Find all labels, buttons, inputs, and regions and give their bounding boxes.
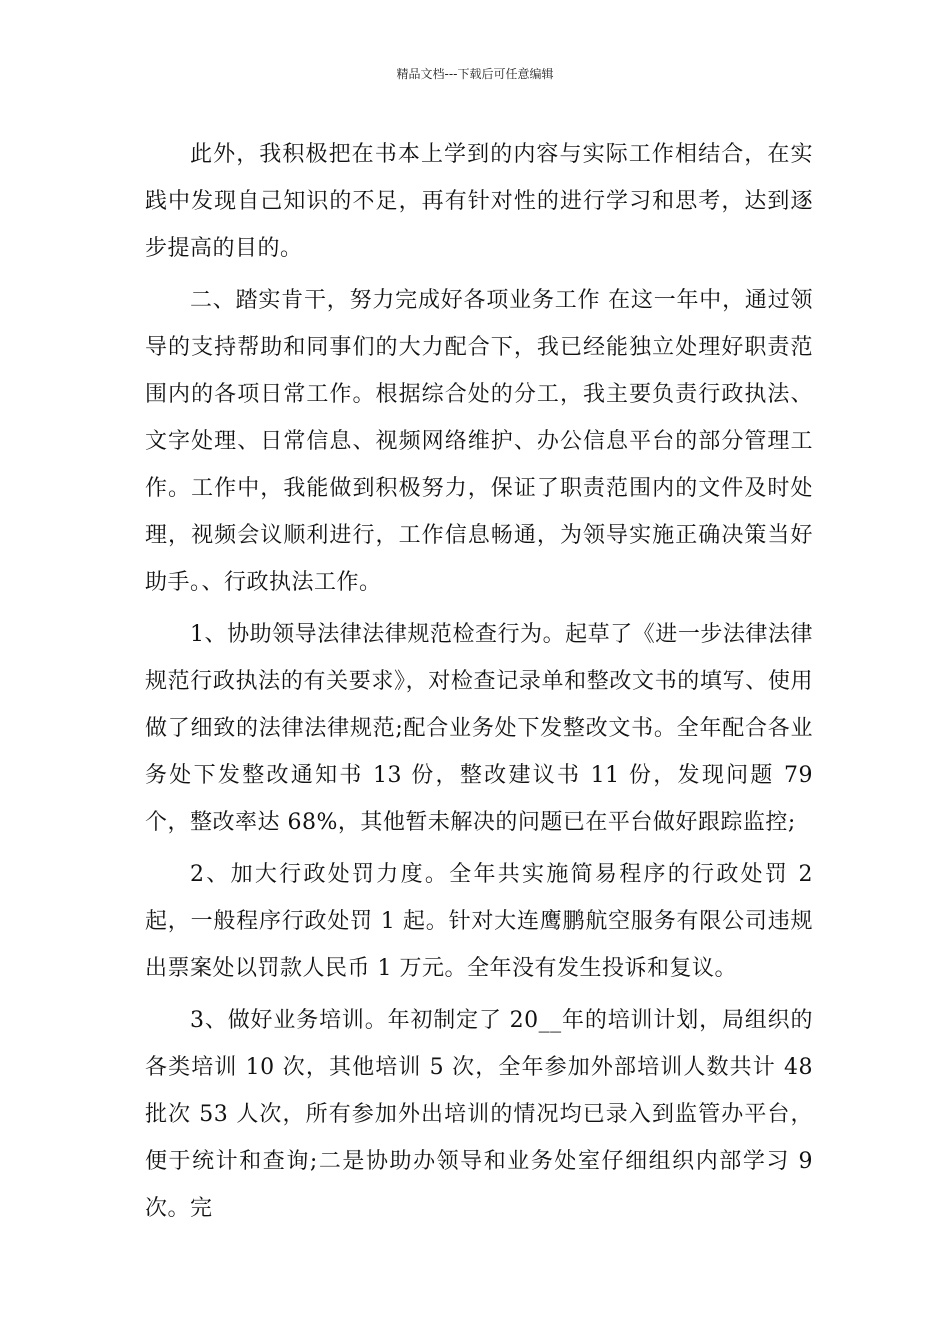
paragraph-work-duties: 二、踏实肯干，努力完成好各项业务工作 在这一年中，通过领导的支持帮助和同事们的大力配合下，我已经能独立处理好职责范围内的各项日常工作。根据综合处的分工，我主要负责行政执法、文字处理、日常信息、视频网络维护、办公信息平台的部分管理工作。工作中，我能做到积极努力，保证了职责范围内的文件及时处理，视频会议顺利进行，工作信息畅通，为领导实施正确决策当好助手。、行政执法工作。 [145,288,813,595]
document-body [145,131,813,1232]
paragraph-penalties: 2、加大行政处罚力度。全年共实施简易程序的行政处罚 2 起，一般程序行政处罚 1 起。针对大连鹰鹏航空服务有限公司违规出票案处以罚款人民币 1 万元。全年没有发生投诉和复议。 [145,862,813,981]
paragraph-training: 3、做好业务培训。年初制定了 20__年的培训计划，局组织的各类培训 10 次，其他培训 5 次，全年参加外部培训人数共计 48 批次 53 人次，所有参加外出培训的情况均已录入到监管办平台，便于统计和查询;二是协助办领导和业务处室仔细组织内部学习 9 次。完 [145,1008,813,1221]
paragraph-self-study: 此外，我积极把在书本上学到的内容与实际工作相结合，在实践中发现自己知识的不足，再有针对性的进行学习和思考，达到逐步提高的目的。 [145,142,813,261]
paragraph-law-inspection: 1、协助领导法律法律规范检查行为。起草了《进一步法律法律规范行政执法的有关要求》，对检查记录单和整改文书的填写、使用做了细致的法律法律规范;配合业务处下发整改文书。全年配合各业务处下发整改通知书 13 份，整改建议书 11 份，发现问题 79 个，整改率达 68%，其他暂未解决的问题已在平台做好跟踪监控; [145,622,813,835]
page-header: 精品文档---下载后可任意编辑 [396,67,554,81]
